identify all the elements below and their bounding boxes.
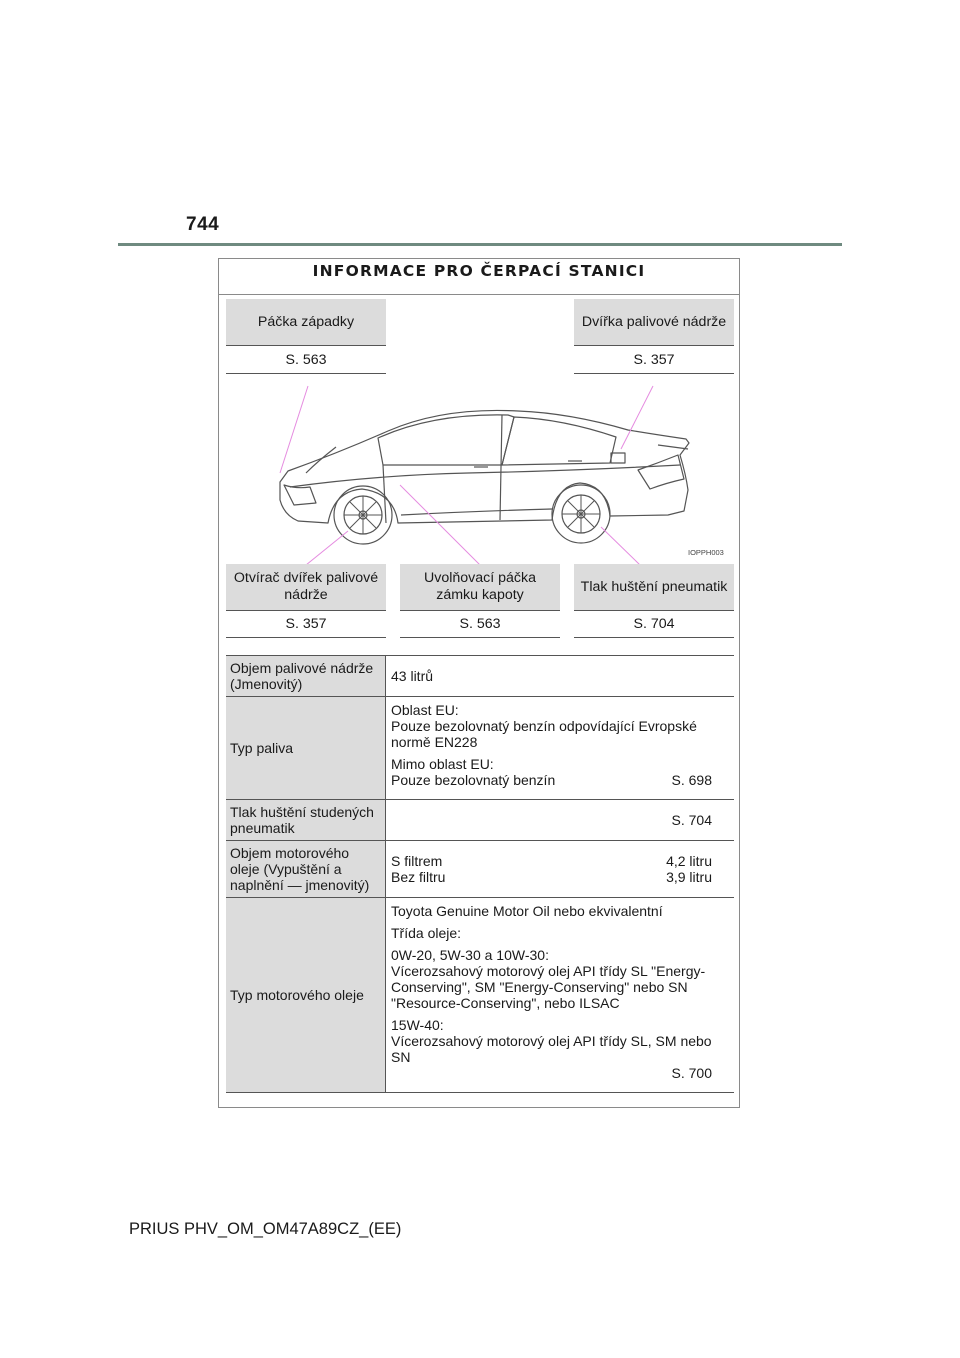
page-ref-hood-release: S. 563 xyxy=(400,610,560,638)
region-eu-text: Pouze bezolovnatý benzín odpovídající Evropské normě EN228 xyxy=(391,718,697,750)
page-number: 744 xyxy=(186,214,220,235)
spec-value xyxy=(386,697,734,799)
spec-label: Tlak huštění studených pneumatik xyxy=(226,800,386,840)
header-rule xyxy=(118,243,842,246)
spec-row-oil-capacity xyxy=(226,841,734,898)
label-hood-latch: Páčka západky xyxy=(226,299,386,345)
page-ref: S. 700 xyxy=(671,1065,712,1081)
without-filter-value: 3,9 litru xyxy=(666,869,712,885)
grade-1-text: Vícerozsahový motorový olej API třídy SL "Energy-Conserving", SM "Energy-Conserving" nebo SN "Resource-Conserving", nebo ILSAC xyxy=(391,963,706,1011)
oil-grade-heading: Třída oleje: xyxy=(391,925,462,941)
oil-recommendation: Toyota Genuine Motor Oil nebo ekvivalentní xyxy=(391,903,663,919)
grade-2-text: Vícerozsahový motorový olej API třídy SL, SM nebo SN xyxy=(391,1033,712,1065)
footer: PRIUS PHV_OM_OM47A89CZ_(EE) xyxy=(129,1220,402,1238)
region-non-eu: Mimo oblast EU: xyxy=(391,756,494,772)
label-fuel-door-opener: Otvírač dvířek palivové nádrže xyxy=(226,564,386,610)
with-filter-value: 4,2 litru xyxy=(666,853,712,869)
spec-row-fuel-capacity xyxy=(226,656,734,697)
spec-value xyxy=(386,800,734,840)
specs-table xyxy=(226,655,734,1093)
spec-label: Typ motorového oleje xyxy=(226,898,386,1092)
spec-label: Objem palivové nádrže (Jmenovitý) xyxy=(226,656,386,696)
spec-row-tire-pressure xyxy=(226,800,734,841)
box-title: INFORMACE PRO ČERPACÍ STANICI xyxy=(312,262,646,280)
page-ref-hood-latch: S. 563 xyxy=(226,345,386,374)
without-filter: Bez filtru xyxy=(391,869,446,885)
region-non-eu-text: Pouze bezolovnatý benzín xyxy=(391,772,556,788)
grade-1: 0W-20, 5W-30 a 10W-30: xyxy=(391,947,549,963)
spec-value xyxy=(386,898,734,1092)
page-ref-fuel-door-opener: S. 357 xyxy=(226,610,386,638)
region-eu: Oblast EU: xyxy=(391,702,459,718)
spec-value xyxy=(386,841,734,897)
label-tire-pressure: Tlak huštění pneumatik xyxy=(574,564,734,610)
page-ref-tire-pressure: S. 704 xyxy=(574,610,734,638)
spec-label: Typ paliva xyxy=(226,697,386,799)
page-ref: S. 698 xyxy=(671,772,712,788)
spec-row-oil-type xyxy=(226,898,734,1093)
spec-value: 43 litrů xyxy=(391,668,434,684)
page-ref: S. 704 xyxy=(671,812,712,828)
page-ref-fuel-door: S. 357 xyxy=(574,345,734,374)
spec-row-fuel-type xyxy=(226,697,734,800)
spec-label: Objem motorového oleje (Vypuštění a naplnění — jmenovitý) xyxy=(226,841,386,897)
title-divider xyxy=(218,294,740,295)
car-illustration xyxy=(218,375,740,565)
label-fuel-door: Dvířka palivové nádrže xyxy=(574,299,734,345)
label-hood-release: Uvolňovací páčka zámku kapoty xyxy=(400,564,560,610)
figure-code: IOPPH003 xyxy=(688,548,724,557)
grade-2: 15W-40: xyxy=(391,1017,444,1033)
with-filter: S filtrem xyxy=(391,853,443,869)
